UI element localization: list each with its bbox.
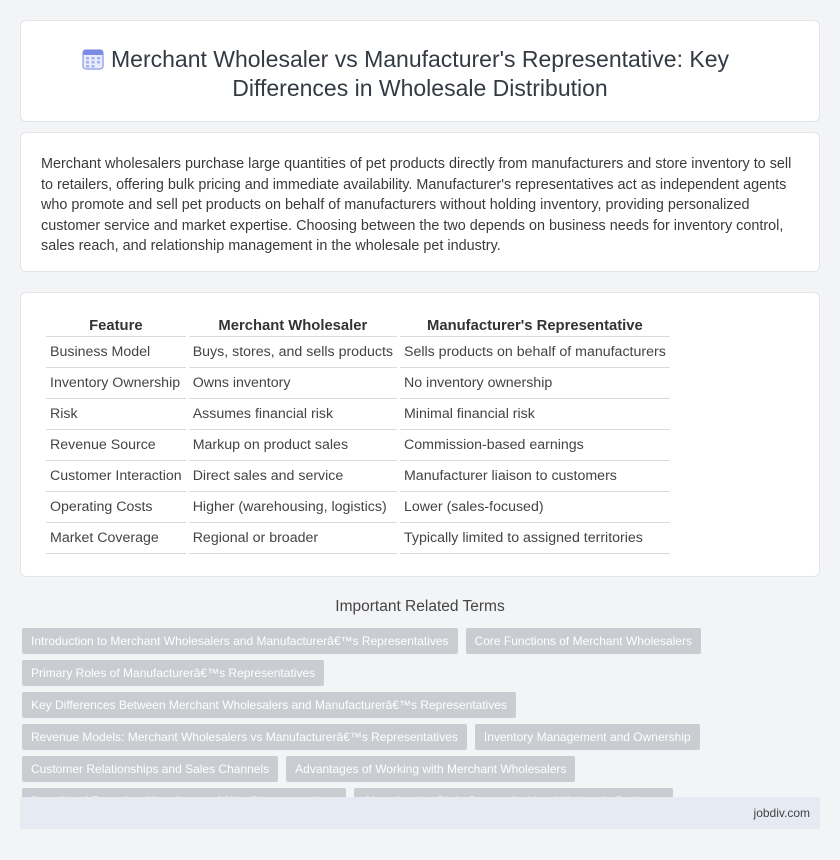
related-terms-title: Important Related Terms bbox=[335, 598, 505, 615]
related-term-tag[interactable]: Inventory Management and Ownership bbox=[475, 724, 700, 750]
related-term-tag[interactable]: Introduction to Merchant Wholesalers and Manufacturerâ€™s Representatives bbox=[22, 628, 458, 654]
comparison-table bbox=[43, 317, 673, 554]
table-cell: Inventory Ownership bbox=[46, 368, 186, 399]
column-header: Merchant Wholesaler bbox=[189, 317, 397, 337]
table-cell: Typically limited to assigned territories bbox=[400, 523, 670, 554]
table-row bbox=[46, 430, 670, 461]
table-cell: Risk bbox=[46, 399, 186, 430]
table-cell: Higher (warehousing, logistics) bbox=[189, 492, 397, 523]
table-row bbox=[46, 399, 670, 430]
table-cell: Market Coverage bbox=[46, 523, 186, 554]
table-header-row bbox=[46, 317, 670, 337]
table-row bbox=[46, 461, 670, 492]
related-term-tag[interactable]: Advantages of Working with Merchant Wholesalers bbox=[286, 756, 575, 782]
column-header: Feature bbox=[46, 317, 186, 337]
table-row bbox=[46, 523, 670, 554]
related-term-tag[interactable]: Key Differences Between Merchant Wholesalers and Manufacturerâ€™s Representatives bbox=[22, 692, 516, 718]
table-row bbox=[46, 492, 670, 523]
table-cell: Customer Interaction bbox=[46, 461, 186, 492]
table-cell: Business Model bbox=[46, 337, 186, 368]
related-term-tag[interactable]: Core Functions of Merchant Wholesalers bbox=[466, 628, 701, 654]
table-cell: Markup on product sales bbox=[189, 430, 397, 461]
table-cell: Lower (sales-focused) bbox=[400, 492, 670, 523]
table-cell: Minimal financial risk bbox=[400, 399, 670, 430]
table-cell: Revenue Source bbox=[46, 430, 186, 461]
table-cell: Commission-based earnings bbox=[400, 430, 670, 461]
table-cell: Owns inventory bbox=[189, 368, 397, 399]
page-title: Merchant Wholesaler vs Manufacturer's Representative: Key Differences in Wholesale Distribution bbox=[111, 46, 729, 101]
footer bbox=[20, 797, 820, 829]
table-row bbox=[46, 337, 670, 368]
intro-paragraph: Merchant wholesalers purchase large quantities of pet products directly from manufacturers and store inventory to sell to retailers, offering bulk pricing and immediate availability. Manufacturer's representatives act as independent agents who promote and sell pet products on behalf of manufacturers without holding inventory, providing personalized customer service and market expertise. Choosing between the two depends on business needs for inventory control, sales reach, and relationship management in the wholesale pet industry. bbox=[41, 156, 792, 254]
intro-card bbox=[20, 132, 820, 272]
comparison-table-card bbox=[20, 292, 820, 577]
table-cell: No inventory ownership bbox=[400, 368, 670, 399]
table-cell: Manufacturer liaison to customers bbox=[400, 461, 670, 492]
table-cell: Operating Costs bbox=[46, 492, 186, 523]
footer-site-link[interactable]: jobdiv.com bbox=[753, 806, 810, 820]
related-term-tag[interactable]: Revenue Models: Merchant Wholesalers vs Manufacturerâ€™s Representatives bbox=[22, 724, 467, 750]
related-terms-list bbox=[22, 628, 822, 820]
table-cell: Assumes financial risk bbox=[189, 399, 397, 430]
table-cell: Regional or broader bbox=[189, 523, 397, 554]
table-cell: Buys, stores, and sells products bbox=[189, 337, 397, 368]
column-header: Manufacturer's Representative bbox=[400, 317, 670, 337]
table-cell: Direct sales and service bbox=[189, 461, 397, 492]
header-card bbox=[20, 20, 820, 122]
related-term-tag[interactable]: Primary Roles of Manufacturerâ€™s Representatives bbox=[22, 660, 324, 686]
related-term-tag[interactable]: Customer Relationships and Sales Channels bbox=[22, 756, 278, 782]
table-row bbox=[46, 368, 670, 399]
table-cell: Sells products on behalf of manufacturers bbox=[400, 337, 670, 368]
